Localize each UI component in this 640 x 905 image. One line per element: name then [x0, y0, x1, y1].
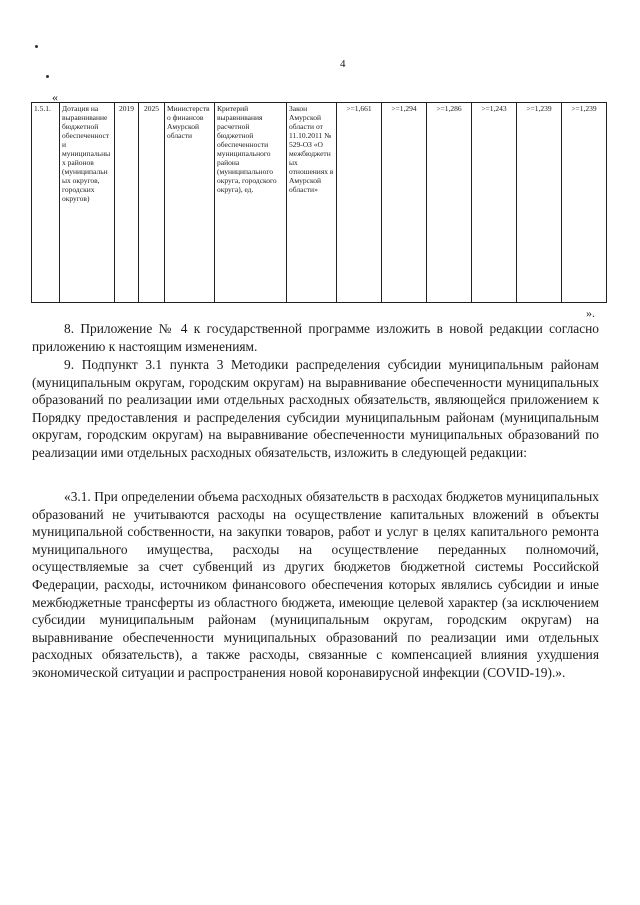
paragraph-text: «3.1. При определении объема расходных обязательств в расходах бюджетов муниципальных образований не учитываются расходы на осуществление капитальных вложений в объекты муниципальной собственности, на закупки товаров, работ и услуг в целях капитального ремонта муниципального имущества, расходы на осуществление переданных полномочий, осуществляемые за счет субвенций из других бюджетов бюджетной системы Российской Федерации, расходы, источником финансового обеспечения которых являлись субсидии и иные межбюджетные трансферты из областного бюджета, имеющие целевой характер (за исключением субсидии муниципальным районам (муниципальным округам, городским округам) на выравнивание обеспеченности муниципальных образований по реализации ими отдельных расходных обязательств), а также расходы, связанные с компенсацией влияния ухудшения экономической ситуации и распространения новой коронавирусной инфекции (COVID-19).». [32, 489, 599, 680]
paragraph-text: 9. Подпункт 3.1 пункта 3 Методики распределения субсидии муниципальным районам (муниципальным округам, городским округам) на выравнивание обеспеченности муниципальных образований по реализации ими отдельных расходных обязательств, являющейся приложением к Порядку предоставления и распределения субсидии муниципальным районам (муниципальным округам, городским округам) на выравнивание обеспеченности муниципальных образований по реализации ими отдельных расходных обязательств, изложить в следующей редакции: [32, 357, 599, 460]
table-row [32, 103, 607, 303]
criterion: Критерий выравнивания расчетной бюджетной обеспеченности муниципального района (муниципального округа, городского округа), ед. [215, 103, 287, 303]
executor: Министерство финансов Амурской области [165, 103, 215, 303]
open-quote: « [52, 90, 58, 104]
paragraph-text: 8. Приложение № 4 к государственной программе изложить в новой редакции согласно приложению к настоящим изменениям. [32, 321, 599, 354]
value-cell: >=1,661 [337, 103, 382, 303]
value-cell: >=1,239 [562, 103, 607, 303]
law-reference: Закон Амурской области от 11.10.2011 № 529-ОЗ «О межбюджетных отношениях в Амурской области» [287, 103, 337, 303]
paragraph-8 [32, 320, 599, 355]
scan-dot [35, 45, 38, 48]
value-cell: >=1,239 [517, 103, 562, 303]
year-start: 2019 [115, 103, 139, 303]
page-number: 4 [340, 58, 346, 70]
measure-name: Дотация на выравнивание бюджетной обеспеченности муниципальных районов (муниципальных округов, городских округов) [60, 103, 115, 303]
scan-dot [46, 75, 49, 78]
row-number: 1.5.1. [32, 103, 60, 303]
value-cell: >=1,286 [427, 103, 472, 303]
paragraph-9 [32, 356, 599, 462]
close-quote: ». [586, 306, 595, 320]
year-end: 2025 [139, 103, 165, 303]
value-cell: >=1,243 [472, 103, 517, 303]
paragraph-3-1 [32, 488, 599, 682]
subsidy-table [31, 102, 607, 303]
value-cell: >=1,294 [382, 103, 427, 303]
